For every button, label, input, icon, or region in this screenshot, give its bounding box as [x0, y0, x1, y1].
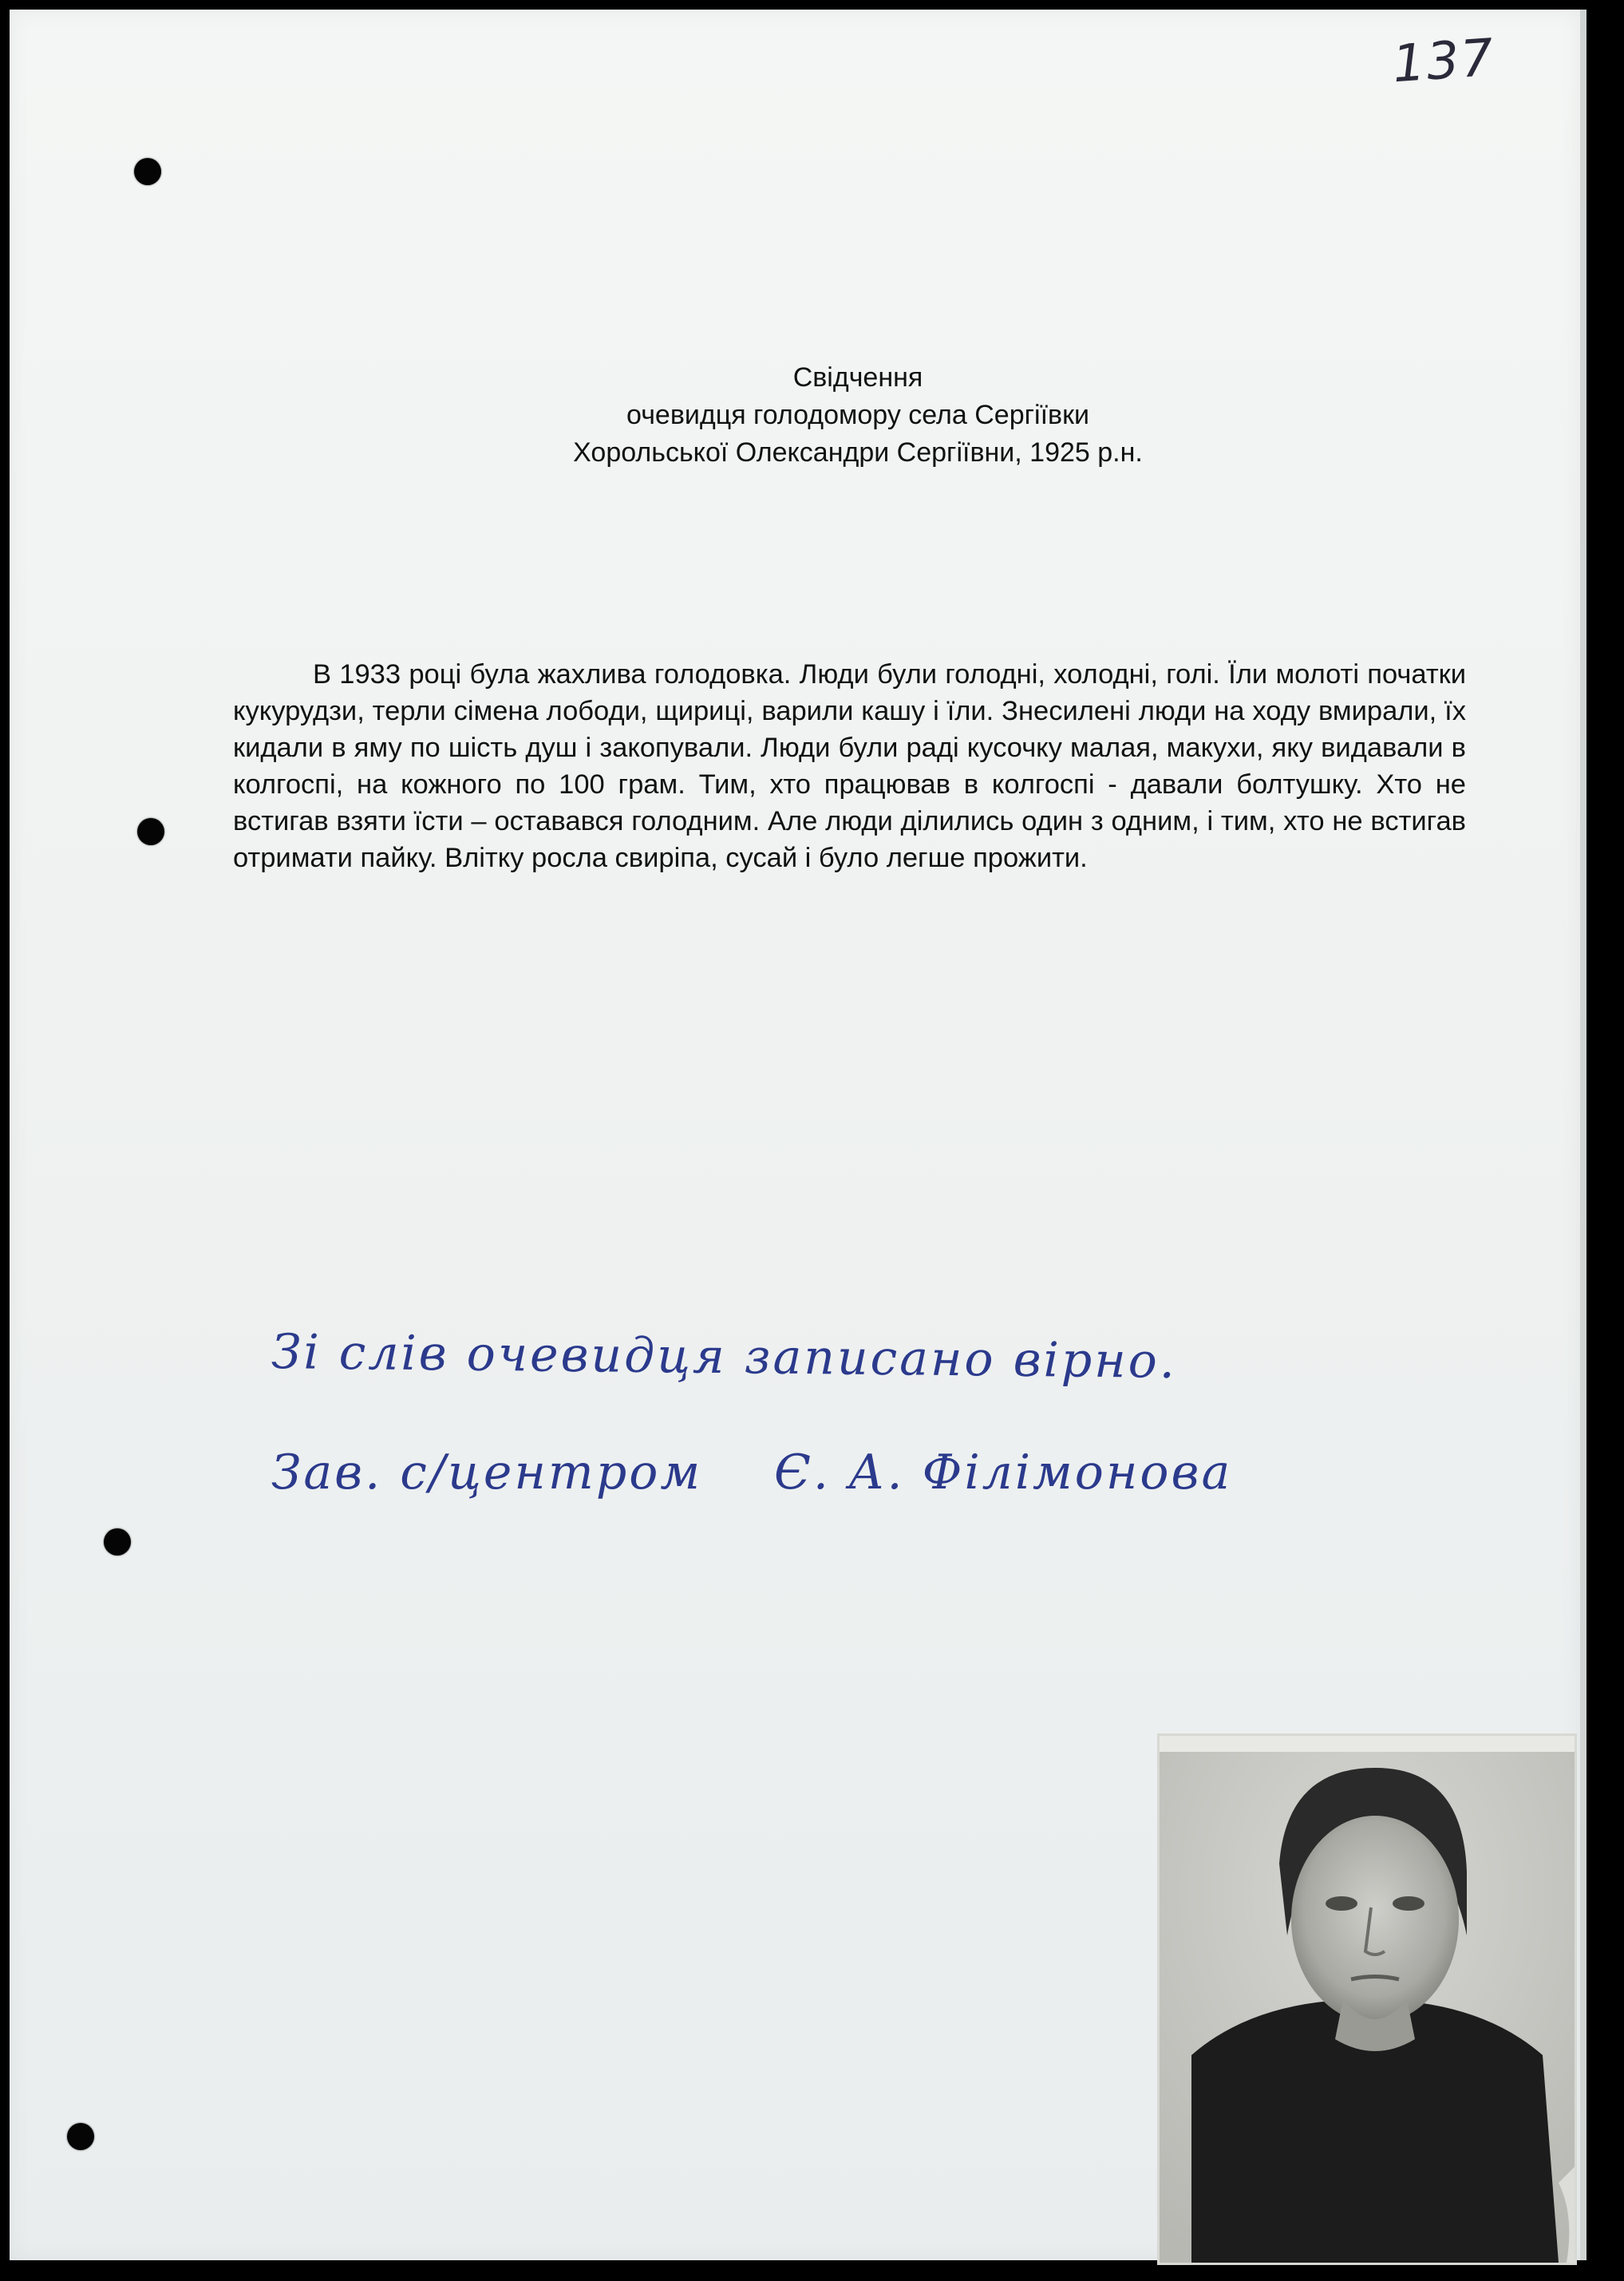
- handwritten-position: Зав. с/центром: [271, 1445, 703, 1500]
- handwritten-certification: Зі слів очевидця записано вірно.: [271, 1324, 1178, 1390]
- punch-hole-icon: [67, 2123, 94, 2150]
- punch-hole-icon: [137, 818, 164, 845]
- handwritten-signature: Є. А. Філімонова: [774, 1445, 1233, 1500]
- page-number: 137: [1390, 28, 1497, 95]
- sheet-edge: [1580, 10, 1586, 2260]
- testimony-text: В 1933 році була жахлива голодовка. Люди були голодні, холодні, голі. Їли молоті початки кукурудзи, терли сімена лободи, щириці, варили кашу і їли. Знесилені люди на ходу вмирали, їх кидали в яму по шість душ і закопували. Люди були раді кусочку малая, макухи, яку видавали в колгоспі, на кожного по 100 грам. Тим, хто працював в колгоспі - давали болтушку. Хто не встигав взяти їсти – оставався голодним. Але люди ділились один з одним, і тим, хто не встигав отримати пайку. Влітку росла свиріпа, сусай і було легше прожити.: [233, 659, 1466, 873]
- punch-hole-icon: [104, 1528, 131, 1556]
- portrait-photo: [1157, 1733, 1577, 2265]
- title-line-3: Хорольської Олександри Сергіївни, 1925 р.н.: [573, 437, 1143, 468]
- portrait-photo-icon: [1160, 1736, 1575, 2263]
- document-title: [0, 359, 1624, 472]
- title-line-2: очевидця голодомору села Сергіївки: [626, 400, 1089, 430]
- punch-hole-icon: [134, 158, 161, 185]
- title-line-1: Свідчення: [792, 362, 923, 393]
